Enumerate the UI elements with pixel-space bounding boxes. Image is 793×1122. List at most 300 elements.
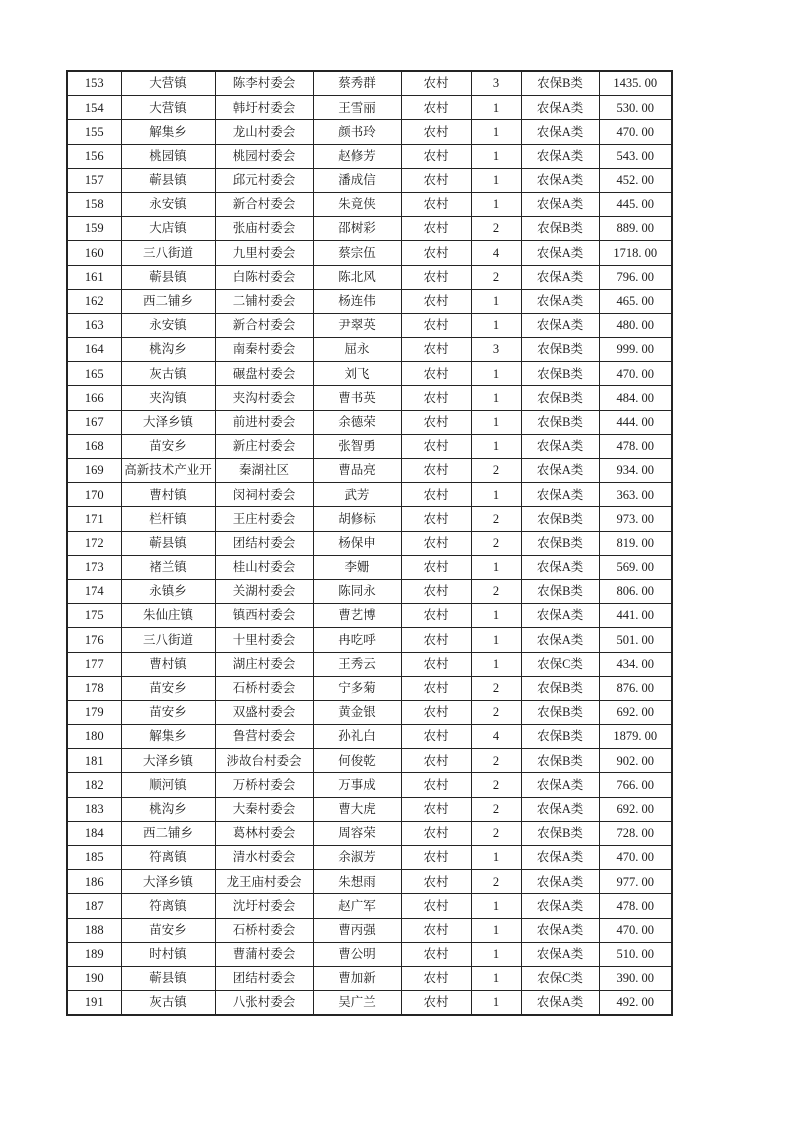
table-row [67, 579, 672, 603]
category-cell: 农村 [401, 507, 471, 531]
category-cell: 农村 [401, 168, 471, 192]
town-cell: 大泽乡镇 [121, 410, 215, 434]
seq-cell: 191 [67, 991, 121, 1016]
amount-cell: 977. 00 [599, 870, 672, 894]
village-committee-cell: 大秦村委会 [215, 797, 313, 821]
village-committee-cell: 涉故台村委会 [215, 749, 313, 773]
table-row [67, 410, 672, 434]
insurance-class-cell: 农保B类 [521, 676, 599, 700]
village-committee-cell: 八张村委会 [215, 991, 313, 1016]
insurance-class-cell: 农保A类 [521, 991, 599, 1016]
person-name-cell: 曹大虎 [313, 797, 401, 821]
count-cell: 3 [471, 338, 521, 362]
category-cell: 农村 [401, 217, 471, 241]
table-row [67, 241, 672, 265]
town-cell: 蕲县镇 [121, 168, 215, 192]
person-name-cell: 武芳 [313, 483, 401, 507]
amount-cell: 973. 00 [599, 507, 672, 531]
count-cell: 1 [471, 918, 521, 942]
insurance-class-cell: 农保A类 [521, 241, 599, 265]
seq-cell: 156 [67, 144, 121, 168]
village-committee-cell: 曹蒲村委会 [215, 942, 313, 966]
seq-cell: 169 [67, 459, 121, 483]
person-name-cell: 屈永 [313, 338, 401, 362]
seq-cell: 185 [67, 846, 121, 870]
amount-cell: 819. 00 [599, 531, 672, 555]
seq-cell: 179 [67, 700, 121, 724]
town-cell: 朱仙庄镇 [121, 604, 215, 628]
count-cell: 1 [471, 628, 521, 652]
seq-cell: 155 [67, 120, 121, 144]
town-cell: 大店镇 [121, 217, 215, 241]
table-row [67, 96, 672, 120]
amount-cell: 445. 00 [599, 192, 672, 216]
amount-cell: 452. 00 [599, 168, 672, 192]
seq-cell: 172 [67, 531, 121, 555]
table-row [67, 966, 672, 990]
count-cell: 1 [471, 483, 521, 507]
village-committee-cell: 葛林村委会 [215, 821, 313, 845]
table-row [67, 144, 672, 168]
seq-cell: 153 [67, 71, 121, 96]
insurance-class-cell: 农保C类 [521, 652, 599, 676]
seq-cell: 176 [67, 628, 121, 652]
category-cell: 农村 [401, 483, 471, 507]
seq-cell: 178 [67, 676, 121, 700]
village-committee-cell: 新合村委会 [215, 313, 313, 337]
seq-cell: 182 [67, 773, 121, 797]
category-cell: 农村 [401, 676, 471, 700]
count-cell: 1 [471, 168, 521, 192]
village-committee-cell: 新庄村委会 [215, 434, 313, 458]
seq-cell: 174 [67, 579, 121, 603]
insurance-class-cell: 农保B类 [521, 507, 599, 531]
category-cell: 农村 [401, 144, 471, 168]
person-name-cell: 邵树彩 [313, 217, 401, 241]
insurance-class-cell: 农保A类 [521, 168, 599, 192]
count-cell: 3 [471, 71, 521, 96]
village-committee-cell: 韩圩村委会 [215, 96, 313, 120]
category-cell: 农村 [401, 918, 471, 942]
category-cell: 农村 [401, 313, 471, 337]
seq-cell: 177 [67, 652, 121, 676]
village-committee-cell: 湖庄村委会 [215, 652, 313, 676]
village-committee-cell: 鲁营村委会 [215, 725, 313, 749]
count-cell: 1 [471, 604, 521, 628]
count-cell: 1 [471, 846, 521, 870]
person-name-cell: 蔡宗伍 [313, 241, 401, 265]
town-cell: 灰古镇 [121, 991, 215, 1016]
amount-cell: 434. 00 [599, 652, 672, 676]
person-name-cell: 黄金银 [313, 700, 401, 724]
category-cell: 农村 [401, 846, 471, 870]
town-cell: 时村镇 [121, 942, 215, 966]
town-cell: 永安镇 [121, 313, 215, 337]
count-cell: 1 [471, 966, 521, 990]
seq-cell: 164 [67, 338, 121, 362]
amount-cell: 470. 00 [599, 846, 672, 870]
count-cell: 1 [471, 386, 521, 410]
table-row [67, 918, 672, 942]
category-cell: 农村 [401, 773, 471, 797]
table-row [67, 313, 672, 337]
amount-cell: 796. 00 [599, 265, 672, 289]
category-cell: 农村 [401, 991, 471, 1016]
amount-cell: 934. 00 [599, 459, 672, 483]
table-row [67, 362, 672, 386]
table-row [67, 168, 672, 192]
seq-cell: 161 [67, 265, 121, 289]
person-name-cell: 胡修标 [313, 507, 401, 531]
amount-cell: 478. 00 [599, 894, 672, 918]
person-name-cell: 陈北风 [313, 265, 401, 289]
person-name-cell: 杨保申 [313, 531, 401, 555]
amount-cell: 470. 00 [599, 362, 672, 386]
count-cell: 1 [471, 313, 521, 337]
town-cell: 解集乡 [121, 120, 215, 144]
count-cell: 1 [471, 942, 521, 966]
person-name-cell: 曹书英 [313, 386, 401, 410]
count-cell: 1 [471, 120, 521, 144]
town-cell: 永安镇 [121, 192, 215, 216]
amount-cell: 1435. 00 [599, 71, 672, 96]
insurance-class-cell: 农保B类 [521, 821, 599, 845]
town-cell: 符离镇 [121, 894, 215, 918]
insurance-class-cell: 农保A类 [521, 459, 599, 483]
count-cell: 2 [471, 700, 521, 724]
village-committee-cell: 石桥村委会 [215, 676, 313, 700]
table-row [67, 652, 672, 676]
town-cell: 大泽乡镇 [121, 870, 215, 894]
insurance-class-cell: 农保B类 [521, 531, 599, 555]
seq-cell: 165 [67, 362, 121, 386]
category-cell: 农村 [401, 338, 471, 362]
table-row [67, 459, 672, 483]
village-committee-cell: 桃园村委会 [215, 144, 313, 168]
insurance-class-cell: 农保A类 [521, 555, 599, 579]
person-name-cell: 孙礼白 [313, 725, 401, 749]
category-cell: 农村 [401, 749, 471, 773]
table-row [67, 797, 672, 821]
village-committee-cell: 清水村委会 [215, 846, 313, 870]
amount-cell: 510. 00 [599, 942, 672, 966]
amount-cell: 692. 00 [599, 700, 672, 724]
seq-cell: 183 [67, 797, 121, 821]
village-committee-cell: 二铺村委会 [215, 289, 313, 313]
village-committee-cell: 前进村委会 [215, 410, 313, 434]
town-cell: 符离镇 [121, 846, 215, 870]
town-cell: 蕲县镇 [121, 531, 215, 555]
person-name-cell: 王秀云 [313, 652, 401, 676]
amount-cell: 530. 00 [599, 96, 672, 120]
seq-cell: 184 [67, 821, 121, 845]
amount-cell: 876. 00 [599, 676, 672, 700]
seq-cell: 166 [67, 386, 121, 410]
village-committee-cell: 沈圩村委会 [215, 894, 313, 918]
category-cell: 农村 [401, 71, 471, 96]
category-cell: 农村 [401, 555, 471, 579]
table-row [67, 676, 672, 700]
count-cell: 2 [471, 507, 521, 531]
person-name-cell: 刘飞 [313, 362, 401, 386]
town-cell: 曹村镇 [121, 483, 215, 507]
category-cell: 农村 [401, 241, 471, 265]
table-row [67, 555, 672, 579]
amount-cell: 569. 00 [599, 555, 672, 579]
insurance-class-cell: 农保B类 [521, 386, 599, 410]
count-cell: 1 [471, 434, 521, 458]
amount-cell: 465. 00 [599, 289, 672, 313]
table-row [67, 846, 672, 870]
town-cell: 大营镇 [121, 71, 215, 96]
insurance-class-cell: 农保A类 [521, 434, 599, 458]
town-cell: 苗安乡 [121, 676, 215, 700]
village-committee-cell: 白陈村委会 [215, 265, 313, 289]
town-cell: 苗安乡 [121, 700, 215, 724]
insurance-class-cell: 农保B类 [521, 700, 599, 724]
count-cell: 2 [471, 459, 521, 483]
category-cell: 农村 [401, 434, 471, 458]
category-cell: 农村 [401, 579, 471, 603]
amount-cell: 999. 00 [599, 338, 672, 362]
insurance-class-cell: 农保A类 [521, 918, 599, 942]
person-name-cell: 冉吃呼 [313, 628, 401, 652]
category-cell: 农村 [401, 870, 471, 894]
category-cell: 农村 [401, 386, 471, 410]
category-cell: 农村 [401, 410, 471, 434]
seq-cell: 190 [67, 966, 121, 990]
amount-cell: 444. 00 [599, 410, 672, 434]
table-row [67, 628, 672, 652]
category-cell: 农村 [401, 120, 471, 144]
town-cell: 苗安乡 [121, 918, 215, 942]
seq-cell: 162 [67, 289, 121, 313]
seq-cell: 173 [67, 555, 121, 579]
count-cell: 1 [471, 96, 521, 120]
table-row [67, 870, 672, 894]
count-cell: 4 [471, 725, 521, 749]
insurance-class-cell: 农保B类 [521, 579, 599, 603]
amount-cell: 889. 00 [599, 217, 672, 241]
insurance-class-cell: 农保A类 [521, 942, 599, 966]
table-row [67, 942, 672, 966]
person-name-cell: 颜书玲 [313, 120, 401, 144]
person-name-cell: 赵修芳 [313, 144, 401, 168]
amount-cell: 902. 00 [599, 749, 672, 773]
table-row [67, 749, 672, 773]
insurance-class-cell: 农保A类 [521, 144, 599, 168]
insurance-class-cell: 农保A类 [521, 773, 599, 797]
insurance-class-cell: 农保A类 [521, 604, 599, 628]
insurance-class-cell: 农保A类 [521, 846, 599, 870]
count-cell: 1 [471, 991, 521, 1016]
amount-cell: 806. 00 [599, 579, 672, 603]
amount-cell: 543. 00 [599, 144, 672, 168]
insurance-class-cell: 农保C类 [521, 966, 599, 990]
category-cell: 农村 [401, 362, 471, 386]
table-row [67, 338, 672, 362]
seq-cell: 187 [67, 894, 121, 918]
table-row [67, 192, 672, 216]
table-row [67, 531, 672, 555]
village-committee-cell: 双盛村委会 [215, 700, 313, 724]
town-cell: 栏杆镇 [121, 507, 215, 531]
count-cell: 1 [471, 289, 521, 313]
village-committee-cell: 龙山村委会 [215, 120, 313, 144]
table-row [67, 483, 672, 507]
person-name-cell: 朱竟侠 [313, 192, 401, 216]
insurance-class-cell: 农保A类 [521, 894, 599, 918]
seq-cell: 180 [67, 725, 121, 749]
village-committee-cell: 关湖村委会 [215, 579, 313, 603]
count-cell: 2 [471, 821, 521, 845]
person-name-cell: 余德荣 [313, 410, 401, 434]
town-cell: 褚兰镇 [121, 555, 215, 579]
table-row [67, 265, 672, 289]
village-committee-cell: 南秦村委会 [215, 338, 313, 362]
seq-cell: 186 [67, 870, 121, 894]
village-committee-cell: 石桥村委会 [215, 918, 313, 942]
town-cell: 桃沟乡 [121, 797, 215, 821]
village-committee-cell: 秦湖社区 [215, 459, 313, 483]
amount-cell: 728. 00 [599, 821, 672, 845]
category-cell: 农村 [401, 725, 471, 749]
insurance-class-cell: 农保B类 [521, 725, 599, 749]
category-cell: 农村 [401, 628, 471, 652]
insurance-class-cell: 农保B类 [521, 217, 599, 241]
amount-cell: 492. 00 [599, 991, 672, 1016]
town-cell: 夹沟镇 [121, 386, 215, 410]
amount-cell: 470. 00 [599, 918, 672, 942]
category-cell: 农村 [401, 652, 471, 676]
seq-cell: 167 [67, 410, 121, 434]
person-name-cell: 万事成 [313, 773, 401, 797]
count-cell: 2 [471, 676, 521, 700]
count-cell: 1 [471, 144, 521, 168]
seq-cell: 157 [67, 168, 121, 192]
table-row [67, 217, 672, 241]
category-cell: 农村 [401, 531, 471, 555]
insurance-class-cell: 农保B类 [521, 749, 599, 773]
count-cell: 4 [471, 241, 521, 265]
village-committee-cell: 王庄村委会 [215, 507, 313, 531]
seq-cell: 188 [67, 918, 121, 942]
seq-cell: 158 [67, 192, 121, 216]
insurance-class-cell: 农保A类 [521, 120, 599, 144]
table-body [67, 71, 672, 1015]
amount-cell: 441. 00 [599, 604, 672, 628]
table-row [67, 386, 672, 410]
insurance-class-cell: 农保A类 [521, 483, 599, 507]
town-cell: 桃沟乡 [121, 338, 215, 362]
count-cell: 2 [471, 579, 521, 603]
village-committee-cell: 团结村委会 [215, 966, 313, 990]
insurance-class-cell: 农保A类 [521, 870, 599, 894]
amount-cell: 480. 00 [599, 313, 672, 337]
town-cell: 西二铺乡 [121, 289, 215, 313]
village-committee-cell: 张庙村委会 [215, 217, 313, 241]
village-committee-cell: 龙王庙村委会 [215, 870, 313, 894]
insurance-class-cell: 农保A类 [521, 797, 599, 821]
table-row [67, 991, 672, 1016]
amount-cell: 692. 00 [599, 797, 672, 821]
town-cell: 大营镇 [121, 96, 215, 120]
town-cell: 永镇乡 [121, 579, 215, 603]
person-name-cell: 曹品亮 [313, 459, 401, 483]
person-name-cell: 曹公明 [313, 942, 401, 966]
town-cell: 三八街道 [121, 628, 215, 652]
amount-cell: 1879. 00 [599, 725, 672, 749]
insurance-class-cell: 农保B类 [521, 338, 599, 362]
insurance-class-cell: 农保B类 [521, 410, 599, 434]
table-row [67, 120, 672, 144]
town-cell: 顺河镇 [121, 773, 215, 797]
count-cell: 2 [471, 265, 521, 289]
payment-roster-table [66, 70, 673, 1016]
person-name-cell: 朱想雨 [313, 870, 401, 894]
village-committee-cell: 新合村委会 [215, 192, 313, 216]
category-cell: 农村 [401, 192, 471, 216]
count-cell: 1 [471, 894, 521, 918]
person-name-cell: 曹艺博 [313, 604, 401, 628]
amount-cell: 363. 00 [599, 483, 672, 507]
table-row [67, 71, 672, 96]
table-row [67, 434, 672, 458]
seq-cell: 170 [67, 483, 121, 507]
amount-cell: 478. 00 [599, 434, 672, 458]
village-committee-cell: 镇西村委会 [215, 604, 313, 628]
town-cell: 桃园镇 [121, 144, 215, 168]
count-cell: 1 [471, 410, 521, 434]
amount-cell: 484. 00 [599, 386, 672, 410]
town-cell: 高新技术产业开 [121, 459, 215, 483]
insurance-class-cell: 农保A类 [521, 313, 599, 337]
table-row [67, 821, 672, 845]
person-name-cell: 王雪丽 [313, 96, 401, 120]
village-committee-cell: 十里村委会 [215, 628, 313, 652]
table-row [67, 700, 672, 724]
person-name-cell: 赵广军 [313, 894, 401, 918]
category-cell: 农村 [401, 96, 471, 120]
person-name-cell: 余淑芳 [313, 846, 401, 870]
count-cell: 2 [471, 531, 521, 555]
count-cell: 2 [471, 749, 521, 773]
count-cell: 2 [471, 797, 521, 821]
table-row [67, 507, 672, 531]
person-name-cell: 张智勇 [313, 434, 401, 458]
seq-cell: 159 [67, 217, 121, 241]
seq-cell: 181 [67, 749, 121, 773]
category-cell: 农村 [401, 700, 471, 724]
person-name-cell: 何俊乾 [313, 749, 401, 773]
count-cell: 1 [471, 652, 521, 676]
seq-cell: 189 [67, 942, 121, 966]
amount-cell: 501. 00 [599, 628, 672, 652]
person-name-cell: 蔡秀群 [313, 71, 401, 96]
town-cell: 西二铺乡 [121, 821, 215, 845]
person-name-cell: 曹丙强 [313, 918, 401, 942]
category-cell: 农村 [401, 797, 471, 821]
category-cell: 农村 [401, 942, 471, 966]
count-cell: 2 [471, 870, 521, 894]
count-cell: 2 [471, 217, 521, 241]
count-cell: 1 [471, 555, 521, 579]
table-row [67, 773, 672, 797]
amount-cell: 390. 00 [599, 966, 672, 990]
person-name-cell: 潘成信 [313, 168, 401, 192]
category-cell: 农村 [401, 289, 471, 313]
town-cell: 曹村镇 [121, 652, 215, 676]
